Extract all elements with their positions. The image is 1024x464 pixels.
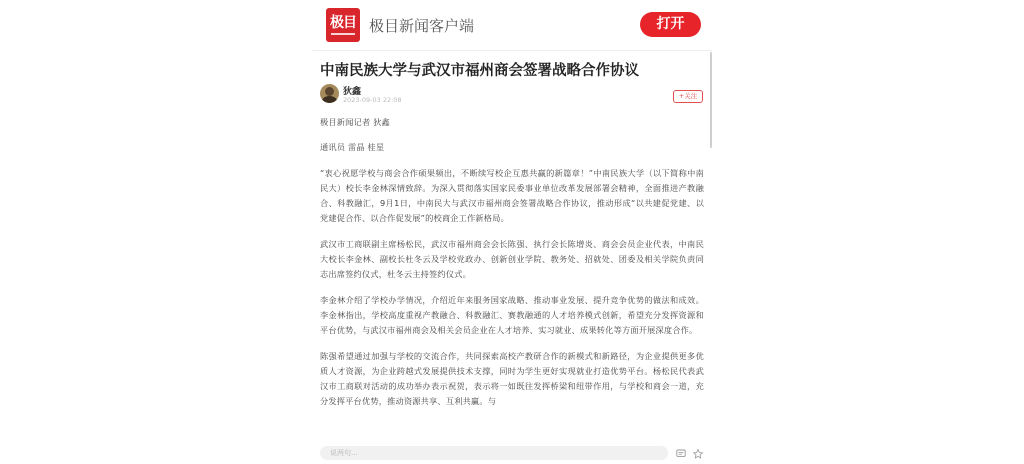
comment-input[interactable]: 说两句... bbox=[320, 446, 668, 460]
paragraph: 通讯员 雷晶 桂星 bbox=[320, 142, 385, 153]
article-title: 中南民族大学与武汉市福州商会签署战略合作协议 bbox=[320, 63, 639, 79]
paragraph: 李金林介绍了学校办学情况，介绍近年来服务国家战略、推动事业发展、提升竞争优势的做法和成效。李金林指出，学校高度重视产教融合、科教融汇、赛教融通的人才培养模式创新，希望充分发挥资源和平台优势，与武汉市福州商会及相关会员企业在人才培养、实习就业、成果转化等方面开展深度合作。 bbox=[320, 294, 704, 336]
article-body bbox=[320, 115, 704, 420]
author-name[interactable]: 狄鑫 bbox=[343, 87, 362, 97]
article-page bbox=[312, 0, 712, 464]
paragraph: “衷心祝愿学校与商会合作硕果频出，不断续写校企互惠共赢的新篇章！”中南民族大学（以下简称中南民大）校长李金林深情致辞。为深入贯彻落实国家民委事业单位改革发展部署会精神，全面推进产教融合、科教融汇，9月1日，中南民大与武汉市福州商会签署战略合作协议，推动形成“以共建促党建、以党建促合作、以合作促发展”的校商企工作新格局。 bbox=[320, 167, 704, 224]
logo-text: 极目 bbox=[330, 14, 356, 31]
open-app-button[interactable]: 打开 bbox=[640, 12, 701, 37]
star-icon[interactable] bbox=[693, 449, 703, 459]
publish-date: 2023-09-03 22:08 bbox=[343, 96, 402, 104]
logo-underline bbox=[331, 33, 355, 35]
author-avatar[interactable] bbox=[320, 84, 339, 103]
app-name: 极目新闻客户端 bbox=[369, 17, 475, 35]
paragraph: 陈强希望通过加强与学校的交流合作，共同探索高校产教研合作的新模式和新路径，为企业提供更多优质人才资源，为企业跨越式发展提供技术支撑，同时为学生更好实现就业打造优势平台。杨松民代表武汉市工商联对活动的成功举办表示祝贺，表示将一如既往发挥桥梁和纽带作用，与学校和商会一道，充分发挥平台优势，推动资源共享、互利共赢。与 bbox=[320, 350, 704, 407]
follow-button[interactable]: +关注 bbox=[673, 90, 703, 103]
comment-icon[interactable] bbox=[676, 449, 686, 459]
app-download-bar bbox=[312, 0, 712, 51]
paragraph: 极目新闻记者 狄鑫 bbox=[320, 117, 390, 127]
app-logo bbox=[326, 8, 360, 42]
scrollbar[interactable] bbox=[710, 52, 712, 148]
paragraph: 武汉市工商联副主席杨松民，武汉市福州商会会长陈强、执行会长陈增炎、商会会员企业代表，中南民大校长李金林、副校长杜冬云及学校党政办、创新创业学院、教务处、招就处、团委及相关学院负责同志出席签约仪式，杜冬云主持签约仪式。 bbox=[320, 238, 704, 280]
